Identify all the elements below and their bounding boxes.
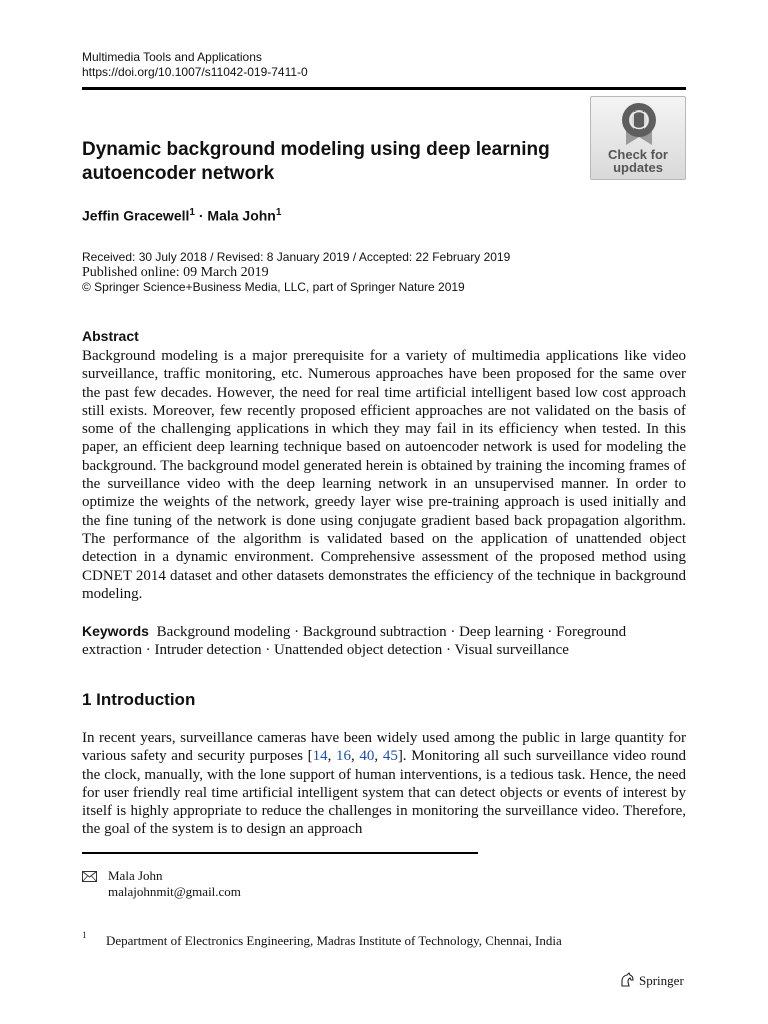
article-history: Received: 30 July 2018 / Revised: 8 January 2019 / Accepted: 22 February 2019 (82, 250, 511, 264)
crossmark-icon (620, 101, 658, 147)
badge-line-2: updates (613, 160, 663, 175)
intro-text: ]. Monitoring all such surveillance video round the clock, manually, with the lone support of human interventions, is a tedious task. Hence, the need for user friendly real time artificial intelligent system that can detect objects or events of interest by itself is highly appropriate to reduce the challenges in monitoring the surveillance video. Therefore, the goal of the system is to design an approach (82, 748, 687, 838)
journal-name: Multimedia Tools and Applications (82, 50, 262, 64)
citation-link[interactable]: 14 (312, 748, 328, 765)
paper-title (82, 138, 572, 186)
keywords-block (82, 622, 686, 660)
author-separator: · (198, 207, 204, 224)
citation-link[interactable]: 45 (382, 748, 398, 765)
author-list (82, 207, 281, 224)
journal-header (82, 50, 308, 80)
keywords-label: Keywords (82, 623, 149, 639)
publisher-name: Springer (639, 973, 684, 988)
corresponding-author-email[interactable]: malajohnmit@gmail.com (108, 884, 241, 899)
citation-link[interactable]: 16 (336, 748, 352, 765)
keywords-text: Background modeling · Background subtraction · Deep learning · Foreground extraction · Intruder detection · Unattended object detection · Visual surveillance (82, 624, 627, 659)
published-date: Published online: 09 March 2019 (82, 265, 269, 280)
intro-text: In recent years, surveillance cameras have been widely used among the public in large quantity for various safety and security purposes [ (82, 730, 686, 765)
citation-separator: , (351, 748, 360, 765)
author-name[interactable]: Jeffin Gracewell (82, 207, 190, 224)
section-heading: 1 Introduction (82, 690, 196, 709)
header-rule (82, 87, 686, 90)
corresponding-author-name: Mala John (108, 868, 163, 883)
title-line-1: Dynamic background modeling using deep learning (82, 139, 550, 160)
affiliation-number: 1 (82, 930, 87, 940)
citation-separator: , (327, 748, 337, 765)
affiliation-marker: 1 (189, 207, 195, 218)
author-name[interactable]: Mala John (207, 207, 276, 224)
intro-paragraph (82, 729, 686, 839)
badge-line-1: Check for (608, 147, 668, 162)
footnote-rule (82, 852, 478, 854)
envelope-icon (82, 871, 97, 882)
citation-link[interactable]: 40 (359, 748, 375, 765)
affiliation-text: Department of Electronics Engineering, Madras Institute of Technology, Chennai, India (106, 933, 562, 948)
copyright-notice: © Springer Science+Business Media, LLC, part of Springer Nature 2019 (82, 280, 465, 294)
check-for-updates-badge[interactable] (590, 96, 686, 180)
title-line-2: autoencoder network (82, 163, 275, 184)
citation-separator: , (374, 748, 383, 765)
springer-horse-icon (619, 972, 635, 988)
abstract-text: Background modeling is a major prerequisite for a variety of multimedia applications like video surveillance, traffic monitoring, etc. Numerous approaches have been proposed for the same over the past few decades. However, the need for real time artificial intelligent based low cost approach still exists. Moreover, few recently proposed efficient approaches are not validated on the basis of some of the challenging applications in which they may fail in its efficiency when tested. In this paper, an efficient deep learning technique based on autoencoder network is used for modeling the background. The background model generated herein is obtained by training the incoming frames of the surveillance video with the deep learning network in an unsupervised manner. In order to optimize the weights of the network, greedy layer wise pre-training approach is used initially and the fine tuning of the network is done using conjugate gradient based back propagation algorithm. The performance of the algorithm is validated based on the application of unattended object detection in a dynamic environment. Comprehensive assessment of the proposed method using CDNET 2014 dataset and other datasets demonstrates the efficiency of the technique in background modeling. (82, 348, 686, 602)
affiliation-marker: 1 (275, 207, 282, 218)
abstract-heading: Abstract (82, 328, 139, 344)
journal-doi[interactable]: https://doi.org/10.1007/s11042-019-7411-0 (82, 65, 308, 79)
